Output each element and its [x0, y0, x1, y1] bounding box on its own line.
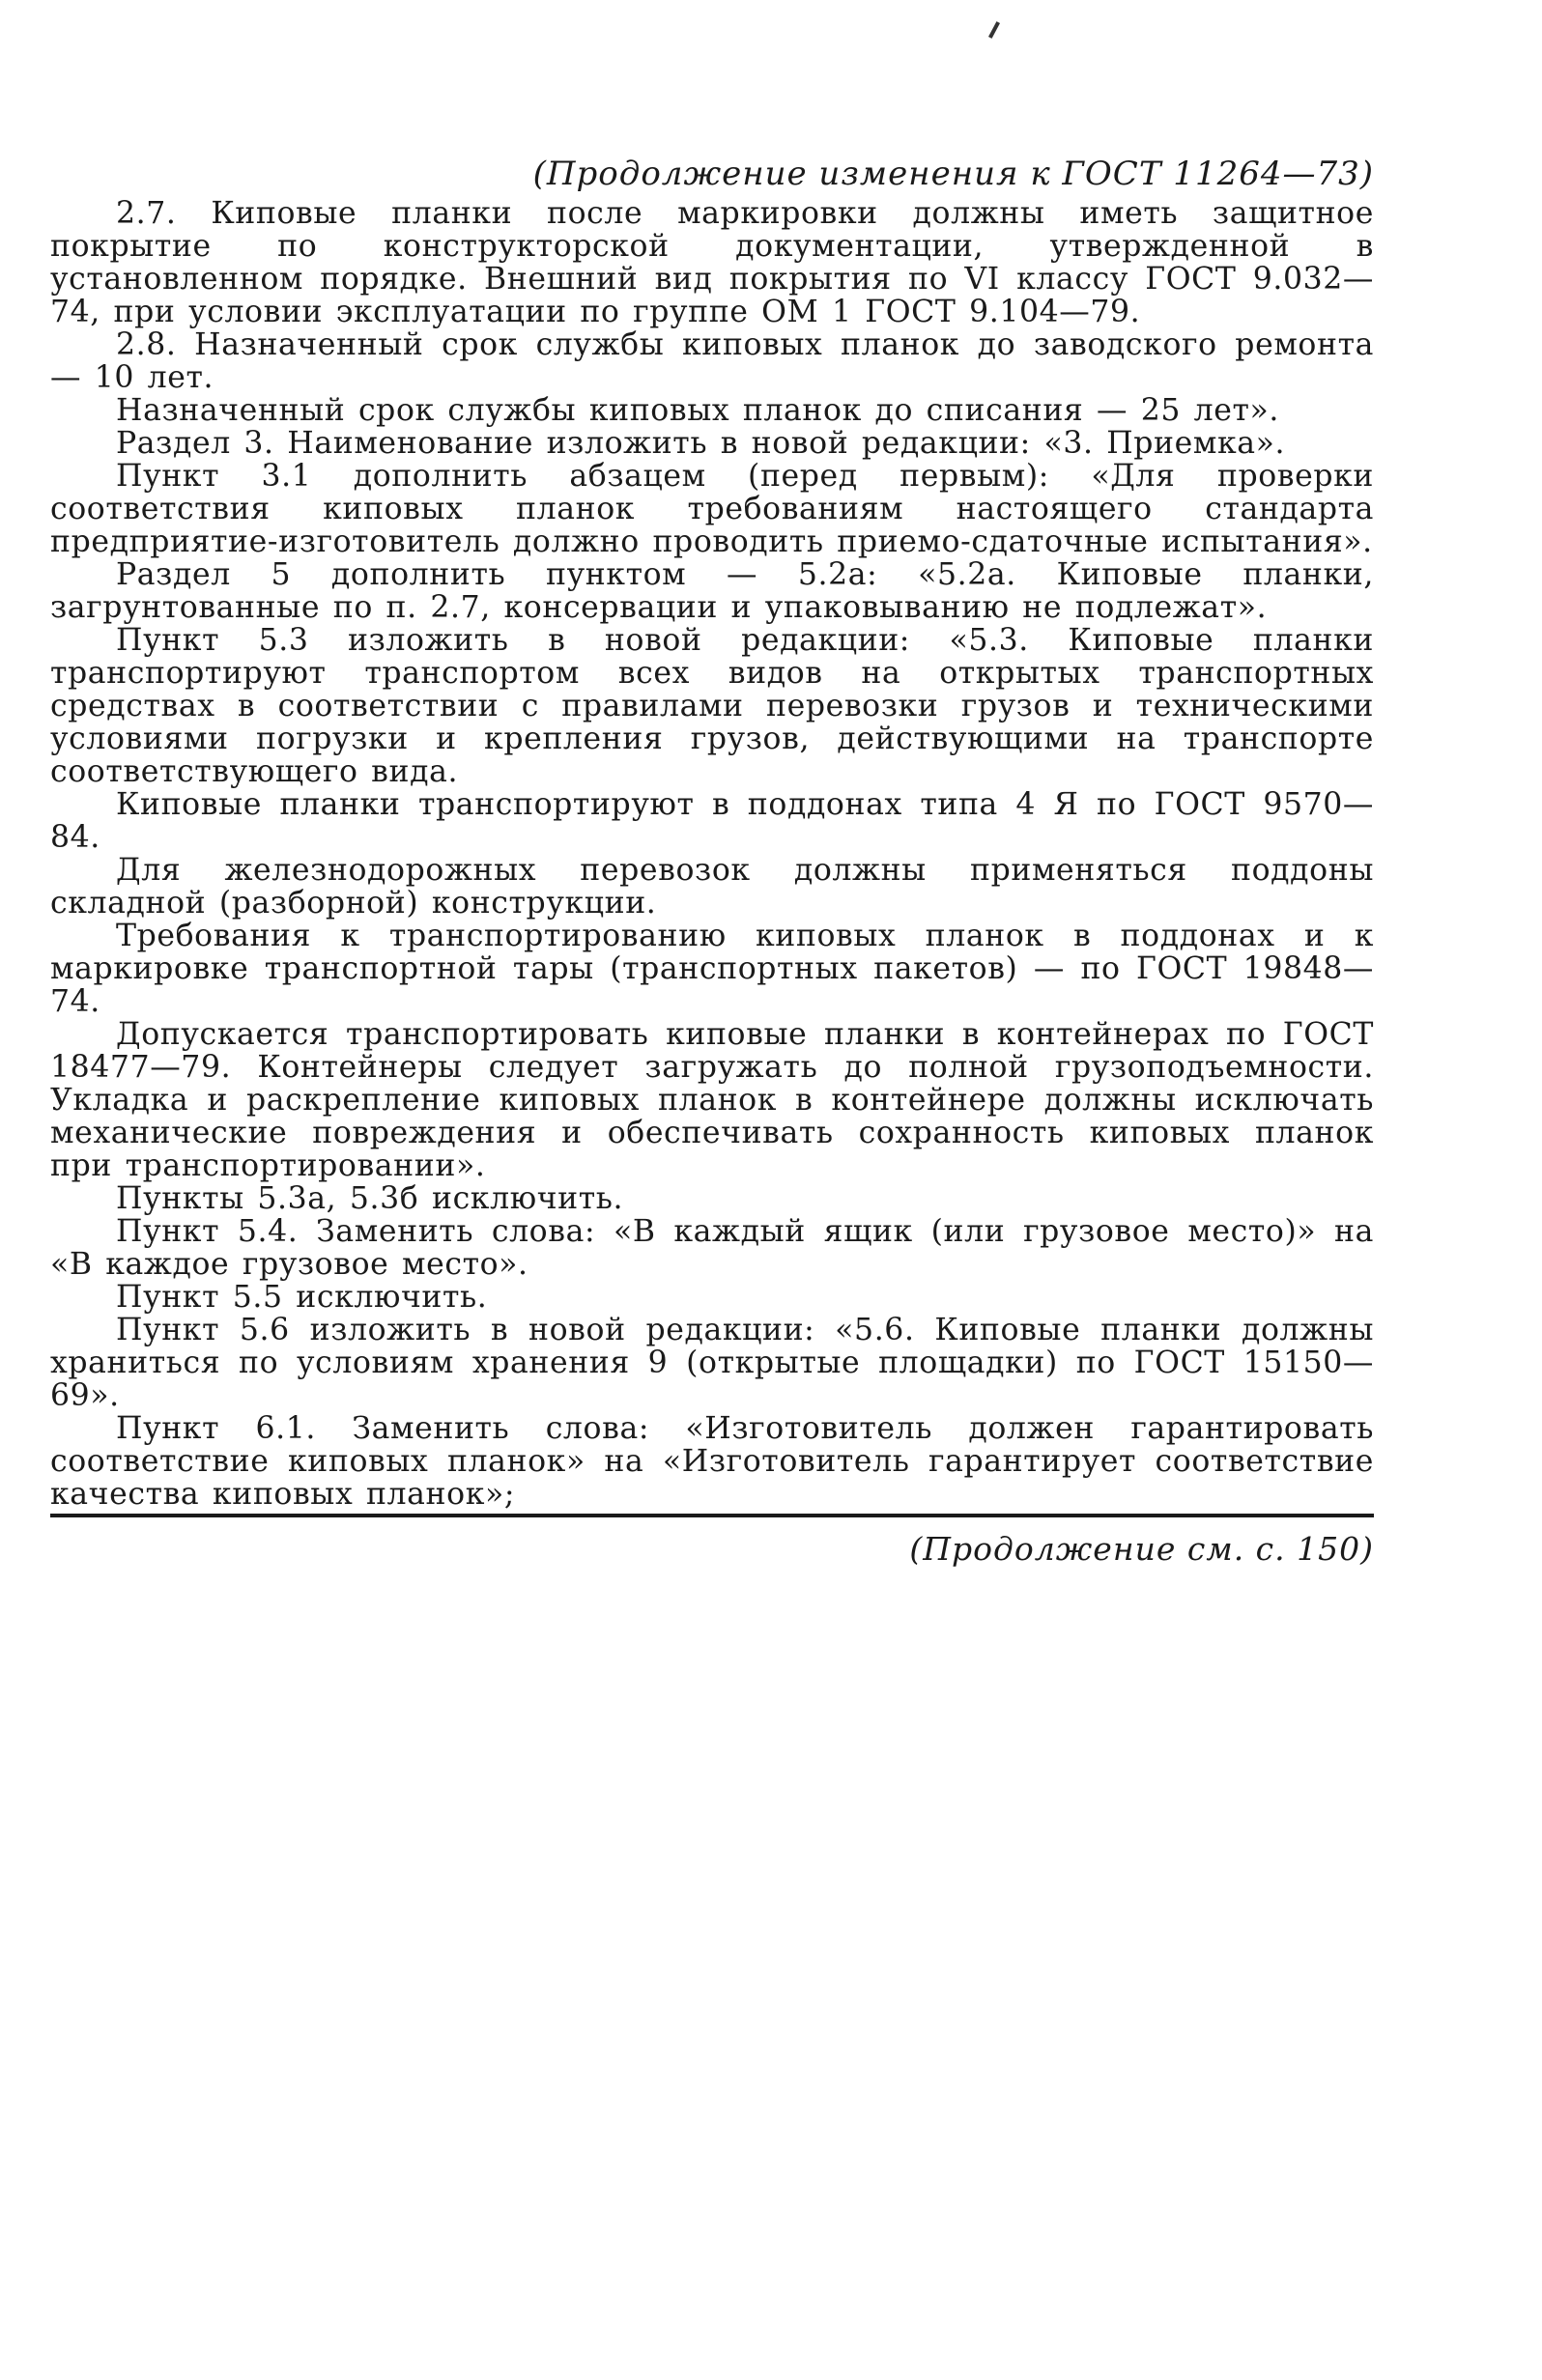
paragraph-service-life: Назначенный срок службы киповых планок до списания — 25 лет».	[116, 393, 1279, 428]
paragraph-5-5: Пункт 5.5 исключить.	[116, 1280, 488, 1315]
paragraph-containers: Допускается транспортировать киповые планки в контейнерах по ГОСТ 18477—79. Контейнеры следует загружать до полной грузоподъемности. Укладка и раскрепление киповых планок в контейнере должны исключать механические повреждения и обеспечивать сохранность киповых планок при транспортировании».	[50, 1017, 1374, 1183]
paragraph-5-3: Пункт 5.3 изложить в новой редакции: «5.3. Киповые планки транспортируют транспортом всех видов на открытых транспортных средствах в соответствии с правилами перевозки грузов и техническими условиями погрузки и крепления грузов, действующими на транспорте соответствующего вида.	[50, 623, 1374, 789]
paragraph-5-3a: Пункты 5.3а, 5.3б исключить.	[116, 1181, 624, 1216]
paragraph-6-1: Пункт 6.1. Заменить слова: «Изготовитель должен гарантировать соответствие киповых планок» на «Изготовитель гарантирует соответствие качества киповых планок»;	[50, 1411, 1374, 1512]
paragraph-railway: Для железнодорожных перевозок должны применяться поддоны складной (разборной) конструкции.	[50, 853, 1374, 921]
paragraph-section-3: Раздел 3. Наименование изложить в новой редакции: «3. Приемка».	[116, 426, 1286, 461]
scan-mark	[988, 21, 1000, 39]
bottom-rule	[50, 1514, 1374, 1517]
page-header: (Продолжение изменения к ГОСТ 11264—73)	[532, 155, 1374, 193]
paragraph-5-6: Пункт 5.6 изложить в новой редакции: «5.6. Киповые планки должны храниться по условиям хранения 9 (открытые площадки) по ГОСТ 15150—69».	[50, 1313, 1374, 1413]
paragraph-3-1: Пункт 3.1 дополнить абзацем (перед первым): «Для проверки соответствия киповых планок требованиям настоящего стандарта предприятие-изготовитель должно проводить приемо-сдаточные испытания».	[50, 459, 1374, 559]
document-page	[50, 155, 1374, 1568]
paragraph-pallets: Киповые планки транспортируют в поддонах типа 4 Я по ГОСТ 9570—84.	[50, 787, 1374, 855]
paragraph-2-7: 2.7. Киповые планки после маркировки должны иметь защитное покрытие по конструкторской документации, утвержденной в установленном порядке. Внешний вид покрытия по VI классу ГОСТ 9.032—74, при условии эксплуатации по группе ОМ 1 ГОСТ 9.104—79.	[50, 196, 1374, 329]
page-footer: (Продолжение см. с. 150)	[909, 1530, 1374, 1568]
paragraph-requirements: Требования к транспортированию киповых планок в поддонах и к маркировке транспортной тары (транспортных пакетов) — по ГОСТ 19848—74.	[50, 919, 1374, 1019]
paragraph-section-5: Раздел 5 дополнить пунктом — 5.2а: «5.2а. Киповые планки, загрунтованные по п. 2.7, консервации и упаковыванию не подлежат».	[50, 557, 1374, 625]
paragraph-2-8: 2.8. Назначенный срок службы киповых планок до заводского ремонта — 10 лет.	[50, 327, 1374, 395]
paragraph-5-4: Пункт 5.4. Заменить слова: «В каждый ящик (или грузовое место)» на «В каждое грузовое место».	[50, 1214, 1374, 1282]
